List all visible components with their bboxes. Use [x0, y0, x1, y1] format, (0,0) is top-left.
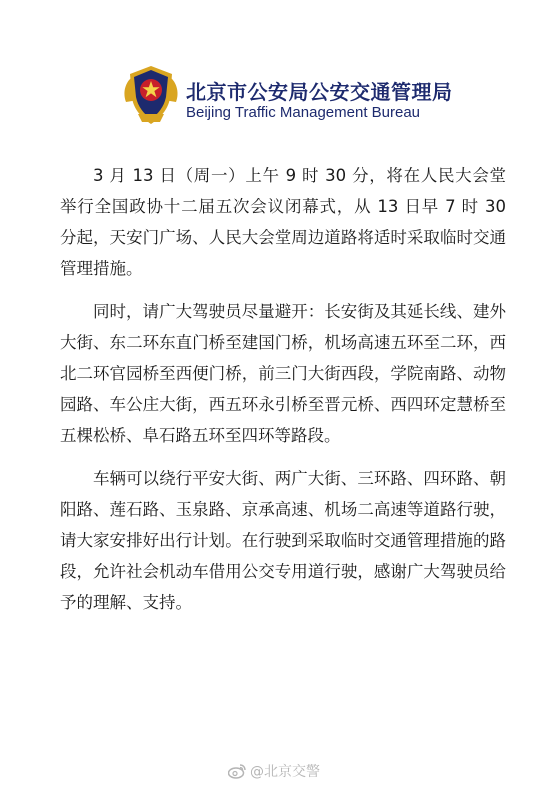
notice-paragraph-1: 3 月 13 日（周一）上午 9 时 30 分，将在人民大会堂举行全国政协十二届五次会议闭幕式，从 13 日早 7 时 30 分起，天安门广场、人民大会堂周边道路将适时采取临时交通管理措施。 — [60, 166, 506, 278]
watermark-text: @北京交警 — [250, 764, 320, 780]
bureau-name-cn: 北京市公安局公安交通管理局 — [186, 80, 453, 104]
weibo-watermark — [228, 760, 320, 782]
weibo-icon — [228, 763, 246, 779]
notice-paragraph-3: 车辆可以绕行平安大街、两广大街、三环路、四环路、朝阳路、莲石路、玉泉路、京承高速、机场二高速等道路行驶，请大家安排好出行计划。在行驶到采取临时交通管理措施的路段，允许社会机动车借用公交专用道行驶，感谢广大驾驶员给予的理解、支持。 — [60, 469, 506, 612]
bureau-name-en: Beijing Traffic Management Bureau — [186, 104, 421, 121]
notice-body — [60, 160, 506, 630]
notice-paragraph-2: 同时，请广大驾驶员尽量避开：长安街及其延长线、建外大街、东二环东直门桥至建国门桥，机场高速五环至二环，西北二环官园桥至西便门桥，前三门大街西段，学院南路、动物园路、车公庄大街，西五环永引桥至晋元桥、西四环定慧桥至五棵松桥、阜石路五环至四环等路段。 — [60, 302, 506, 445]
police-emblem-icon — [120, 62, 182, 130]
bureau-header — [120, 62, 453, 130]
